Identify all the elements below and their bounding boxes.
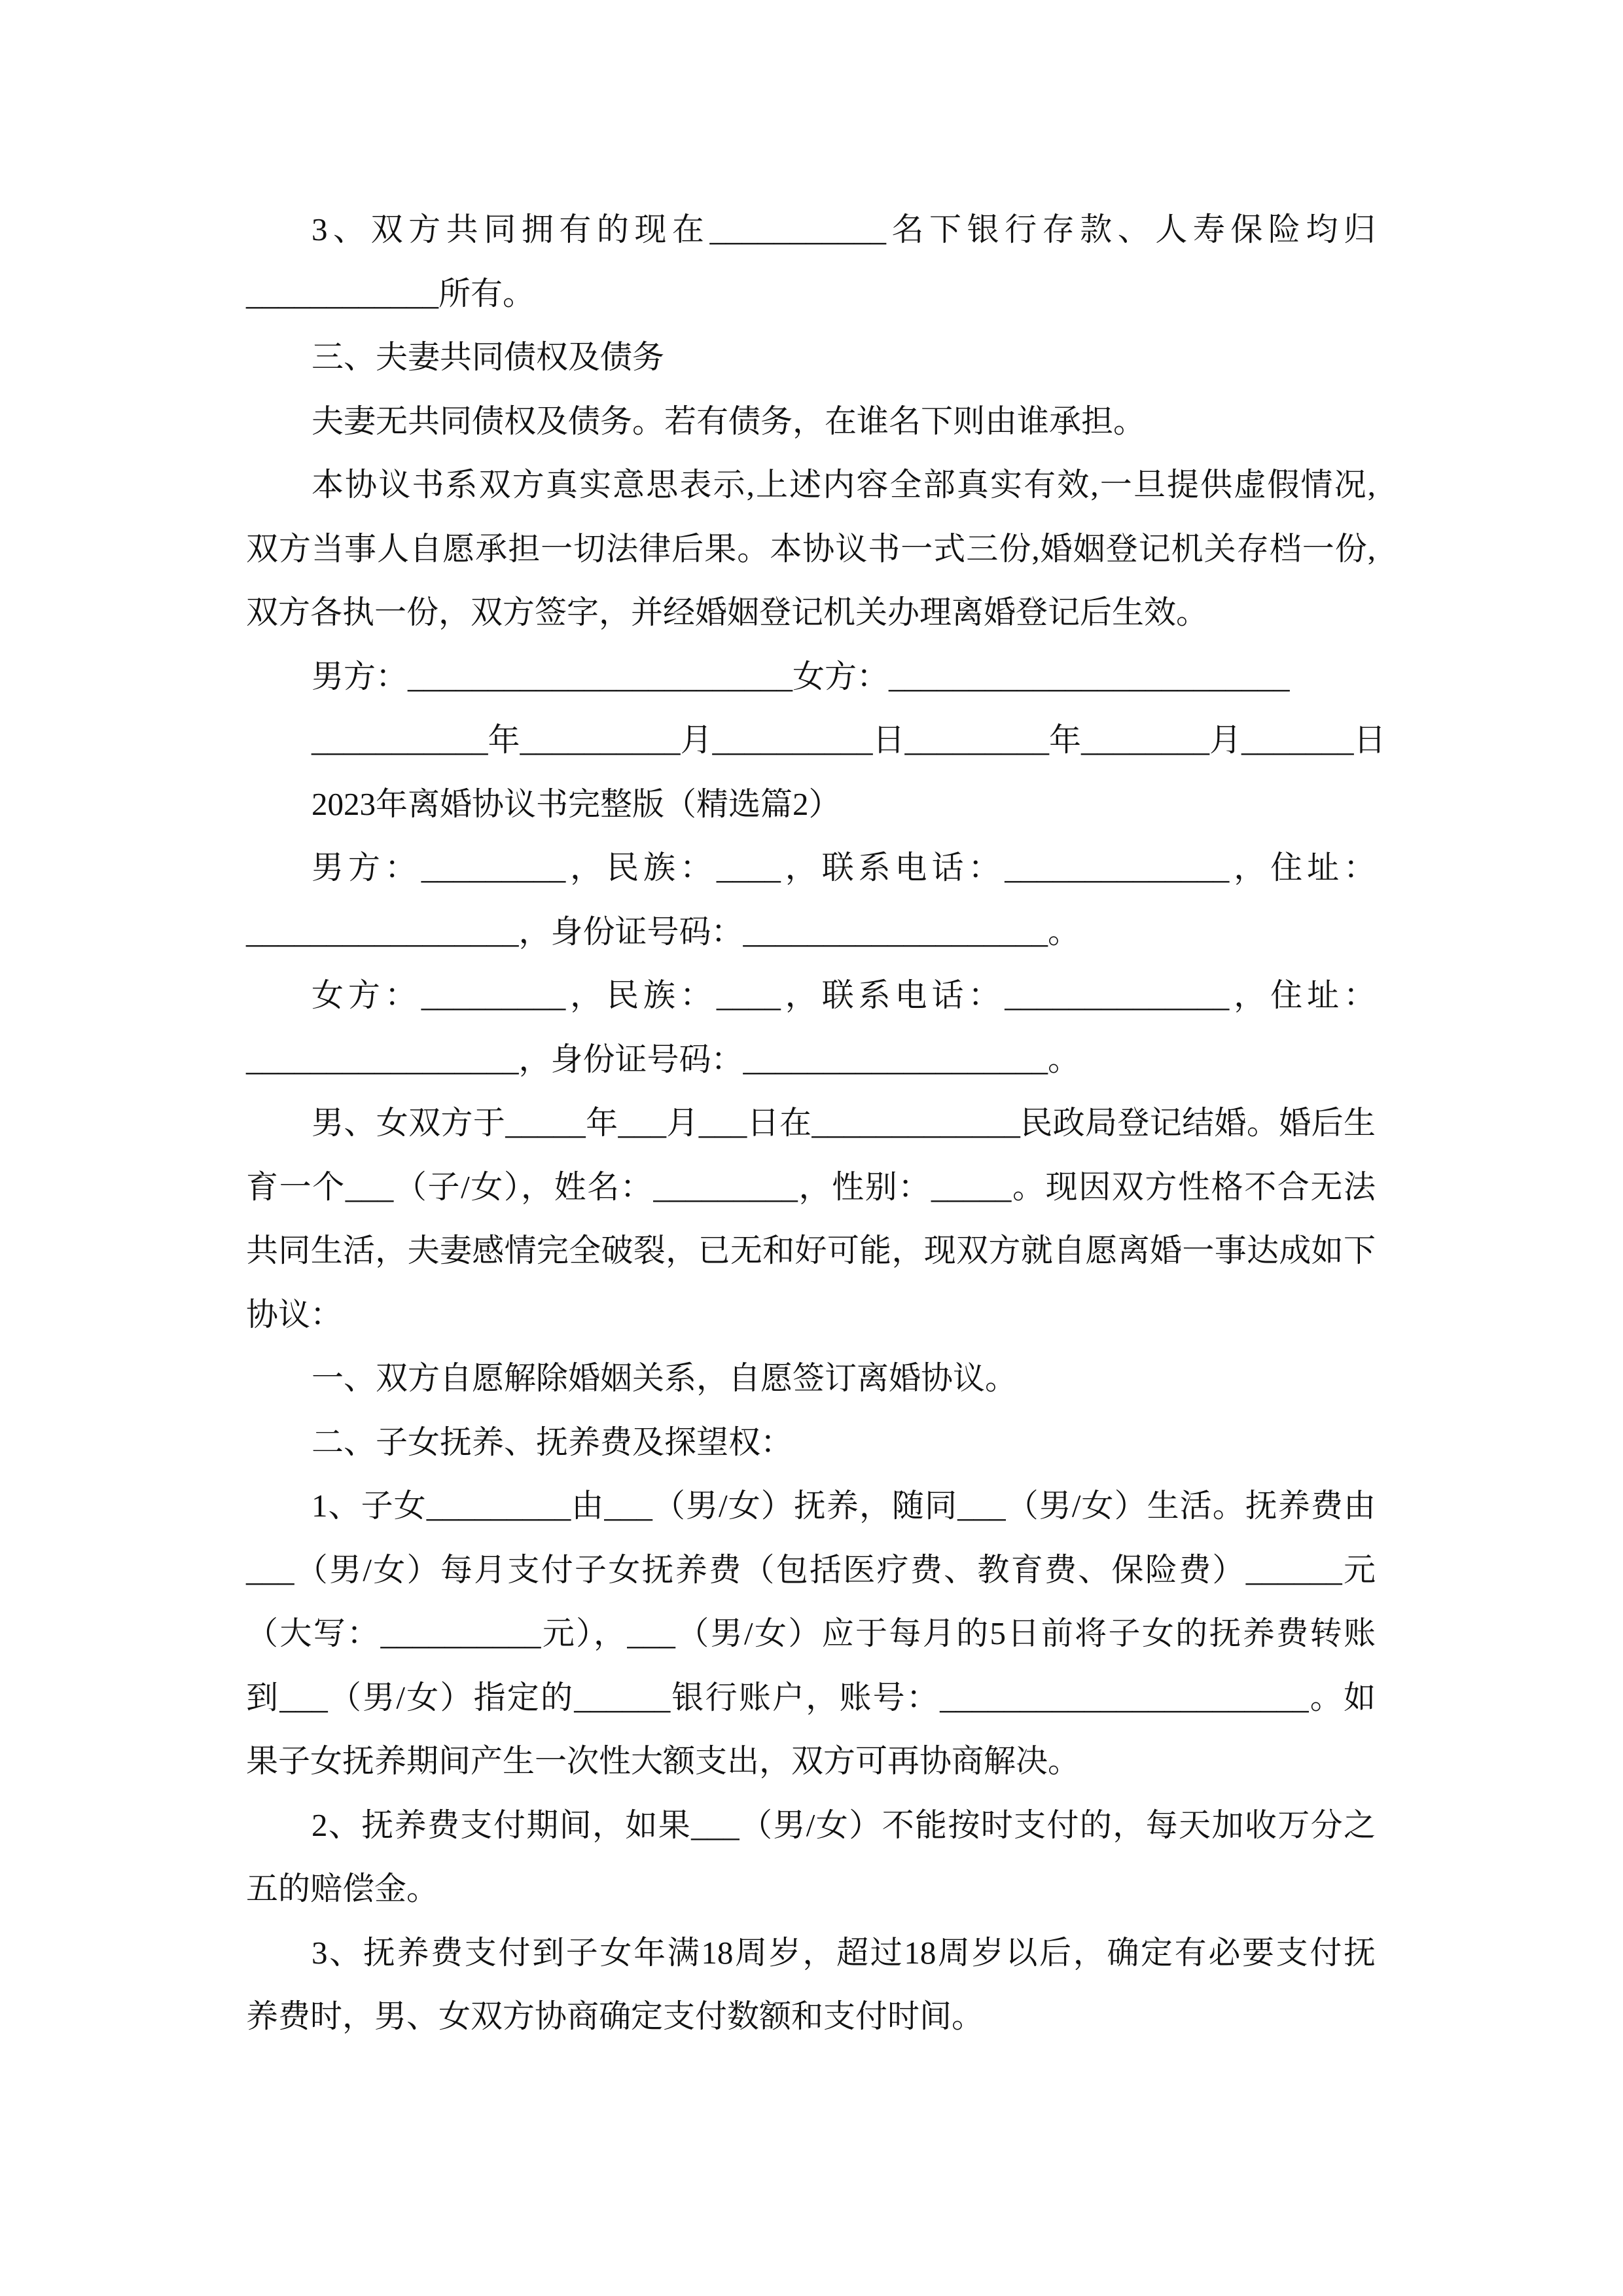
text-line: 2、抚养费支付期间，如果___（男/女）不能按时支付的，每天加收万分之 <box>312 1806 1376 1843</box>
text-line: 育一个___（子/女），姓名：_________，性别：_____。现因双方性格不合无法 <box>246 1168 1376 1205</box>
text-line: 3、抚养费支付到子女年满18周岁，超过18周岁以后，确定有必要支付抚 <box>312 1934 1376 1971</box>
text-line: （大写：__________元），___（男/女）应于每月的5日前将子女的抚养费转账 <box>246 1615 1376 1651</box>
text-line: 三、夫妻共同债权及债务 <box>312 339 665 375</box>
text-line: ____________所有。 <box>246 275 535 312</box>
text-line: 五的赔偿金。 <box>246 1871 439 1907</box>
text-line: 双方当事人自愿承担一切法律后果。本协议书一式三份,婚姻登记机关存档一份, <box>246 530 1376 567</box>
text-line: _________________，身份证号码：___________________。 <box>246 913 1080 950</box>
text-line: _________________，身份证号码：___________________。 <box>246 1041 1080 1077</box>
text-line: 男方：________________________女方：_________________________ <box>312 658 1290 694</box>
text-line: 女方：_________，民族：____，联系电话：______________，住址： <box>312 977 1376 1013</box>
text-line: 本协议书系双方真实意思表示,上述内容全部真实有效,一旦提供虚假情况, <box>312 467 1376 503</box>
text-line: ___________年__________月__________日_________年________月_______日 <box>312 722 1386 758</box>
text-line: 一、双方自愿解除婚姻关系，自愿签订离婚协议。 <box>312 1360 1018 1396</box>
text-line: 到___（男/女）指定的______银行账户，账号：_______________________。如 <box>246 1679 1376 1715</box>
text-line: 3、双方共同拥有的现在___________名下银行存款、人寿保险均归 <box>312 211 1376 247</box>
text-line: 2023年离婚协议书完整版（精选篇2） <box>312 785 841 822</box>
text-line: 二、子女抚养、抚养费及探望权： <box>312 1424 793 1460</box>
text-line: ___（男/女）每月支付子女抚养费（包括医疗费、教育费、保险费）______元 <box>246 1551 1376 1588</box>
text-line: 双方各执一份，双方签字，并经婚姻登记机关办理离婚登记后生效。 <box>246 594 1209 630</box>
text-line: 共同生活，夫妻感情完全破裂，已无和好可能，现双方就自愿离婚一事达成如下 <box>246 1232 1376 1268</box>
text-line: 果子女抚养期间产生一次性大额支出，双方可再协商解决。 <box>246 1743 1080 1779</box>
text-line: 1、子女_________由___（男/女）抚养，随同___（男/女）生活。抚养费由 <box>312 1488 1376 1524</box>
text-line: 男、女双方于_____年___月___日在_____________民政局登记结婚。婚后生 <box>312 1105 1376 1141</box>
text-line: 夫妻无共同债权及债务。若有债务，在谁名下则由谁承担。 <box>312 403 1146 439</box>
text-line: 男方：_________，民族：____，联系电话：______________，住址： <box>312 850 1376 886</box>
text-line: 养费时，男、女双方协商确定支付数额和支付时间。 <box>246 1998 984 2034</box>
text-line: 协议： <box>246 1296 343 1333</box>
